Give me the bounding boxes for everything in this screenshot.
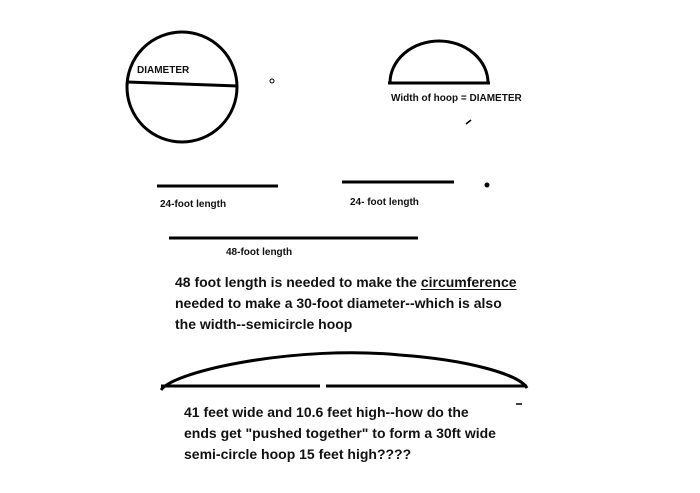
diameter-line [126,82,238,86]
explanation-text [175,272,517,335]
stray-dot [270,79,274,83]
base-gap [320,383,326,389]
flat-arc-diagram [161,353,527,390]
semicircle-width-label: Width of hoop = DIAMETER [391,93,522,104]
segment-left-label: 24-foot length [160,199,227,210]
question-text [184,402,496,465]
explanation-line-3: the width--semicircle hoop [175,316,353,332]
segment-combined-label: 48-foot length [226,247,293,258]
question-line-1: 41 feet wide and 10.6 feet high--how do the [184,404,469,420]
stray-mark [466,120,471,124]
question-line-3: semi-circle hoop 15 feet high???? [184,446,412,462]
semicircle-diagram [388,41,490,83]
circle-diagram [126,32,238,142]
segment-right-label: 24- foot length [350,197,419,208]
semicircle-arc [390,41,488,83]
circle-diameter-label: DIAMETER [137,65,190,76]
explanation-line-1: 48 foot length is needed to make the circumference [175,274,517,290]
explanation-line-2: needed to make a 30-foot diameter--which is also [175,295,502,311]
flat-arc [161,353,527,390]
question-line-2: ends get "pushed together" to form a 30ft wide [184,425,496,441]
circumference-word: circumference [420,274,517,290]
stray-dot-2 [485,183,490,188]
circle-shape [127,32,237,142]
